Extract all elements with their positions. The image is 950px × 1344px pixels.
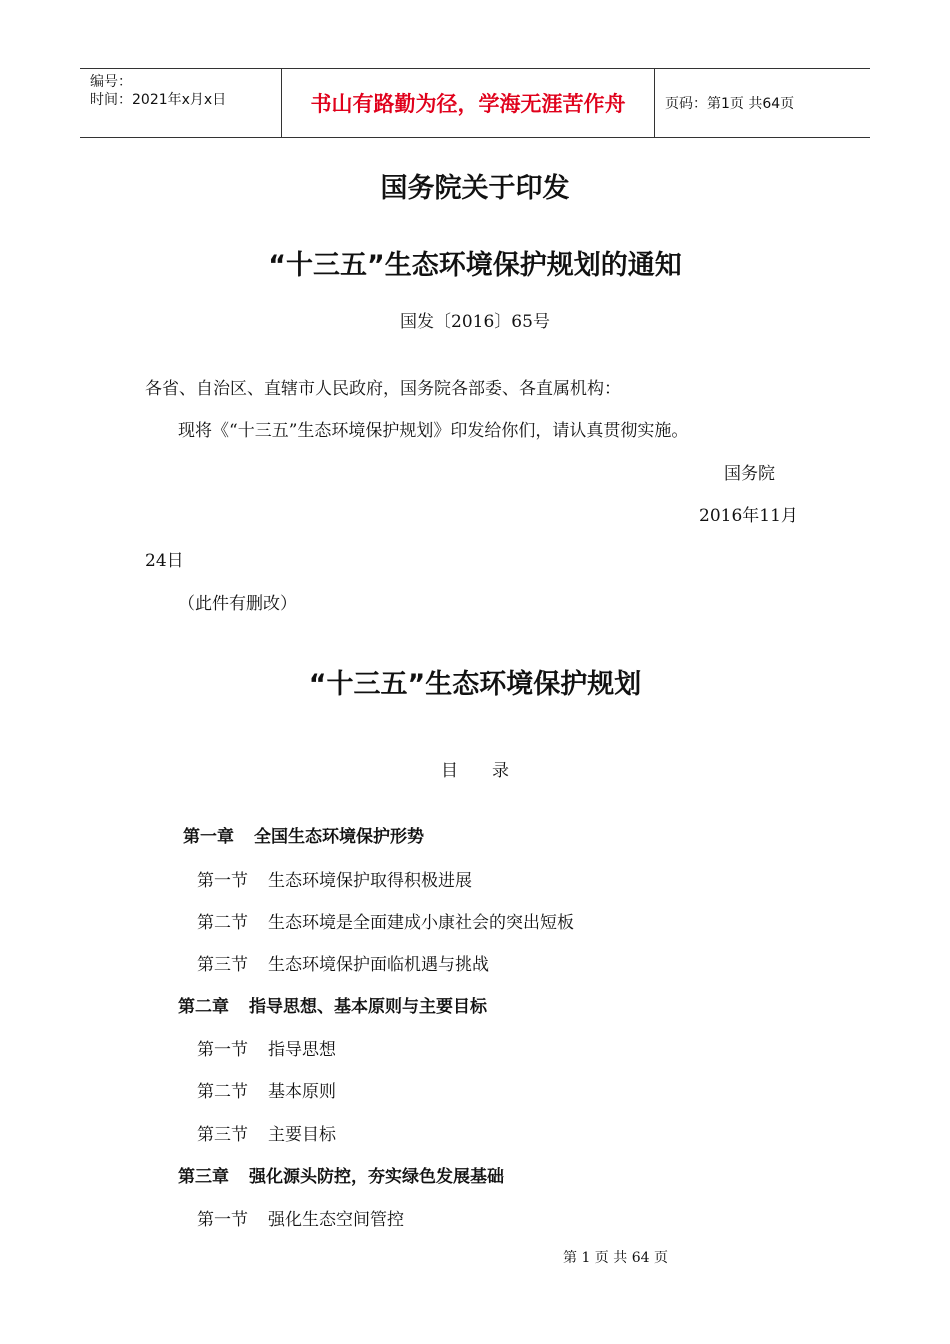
notice-title-line2: “十三五”生态环境保护规划的通知 (268, 250, 682, 281)
date-part1: 2016年11月 (699, 506, 798, 526)
toc-section-1-3 (197, 950, 489, 975)
toc-section-2-2 (197, 1077, 336, 1102)
revision-note: （此件有删改） (178, 594, 297, 614)
toc-section-2-3 (197, 1120, 336, 1145)
toc-section-number: 第二节 (197, 913, 248, 933)
toc-section-title: 基本原则 (268, 1082, 336, 1102)
notice-title-line1: 国务院关于印发 (380, 173, 570, 204)
toc-chapter-number: 第一章 (183, 827, 234, 847)
toc-section-title: 生态环境是全面建成小康社会的突出短板 (268, 913, 574, 933)
toc-section-title: 生态环境保护面临机遇与挑战 (268, 955, 489, 975)
notice-body: 现将《“十三五”生态环境保护规划》印发给你们，请认真贯彻实施。 (178, 421, 689, 441)
toc-heading: 目 录 (441, 761, 509, 781)
header-table (80, 68, 870, 138)
doc-number: 国发〔2016〕65号 (400, 312, 550, 332)
number-label: 编号： (90, 74, 132, 90)
header-meta (80, 69, 281, 137)
toc-section-title: 强化生态空间管控 (268, 1210, 404, 1230)
toc-section-1-1 (197, 866, 472, 891)
toc-section-2-1 (197, 1035, 336, 1060)
toc-chapter-1 (183, 822, 424, 847)
toc-chapter-number: 第三章 (178, 1167, 229, 1187)
toc-section-3-1 (197, 1205, 404, 1230)
toc-section-1-2 (197, 908, 574, 933)
toc-section-number: 第一节 (197, 1040, 248, 1060)
header-page-info: 页码：第1页 共64页 (665, 96, 795, 112)
page-footer: 第 1 页 共 64 页 (563, 1250, 668, 1266)
addressee: 各省、自治区、直辖市人民政府，国务院各部委、各直属机构： (145, 379, 621, 399)
toc-chapter-3 (178, 1162, 504, 1187)
toc-chapter-title: 全国生态环境保护形势 (254, 827, 424, 847)
toc-section-title: 生态环境保护取得积极进展 (268, 871, 472, 891)
toc-chapter-title: 指导思想、基本原则与主要目标 (249, 997, 487, 1017)
toc-section-title: 主要目标 (268, 1125, 336, 1145)
toc-chapter-number: 第二章 (178, 997, 229, 1017)
toc-section-number: 第三节 (197, 955, 248, 975)
toc-section-number: 第三节 (197, 1125, 248, 1145)
time-label: 时间：2021年x月x日 (90, 92, 227, 108)
date-part2: 24日 (145, 551, 184, 571)
toc-section-title: 指导思想 (268, 1040, 336, 1060)
toc-section-number: 第一节 (197, 871, 248, 891)
plan-title: “十三五”生态环境保护规划 (308, 669, 642, 700)
toc-section-number: 第一节 (197, 1210, 248, 1230)
signature: 国务院 (724, 464, 775, 484)
toc-chapter-2 (178, 992, 487, 1017)
toc-section-number: 第二节 (197, 1082, 248, 1102)
header-motto: 书山有路勤为径，学海无涯苦作舟 (281, 69, 655, 137)
toc-chapter-title: 强化源头防控，夯实绿色发展基础 (249, 1167, 504, 1187)
